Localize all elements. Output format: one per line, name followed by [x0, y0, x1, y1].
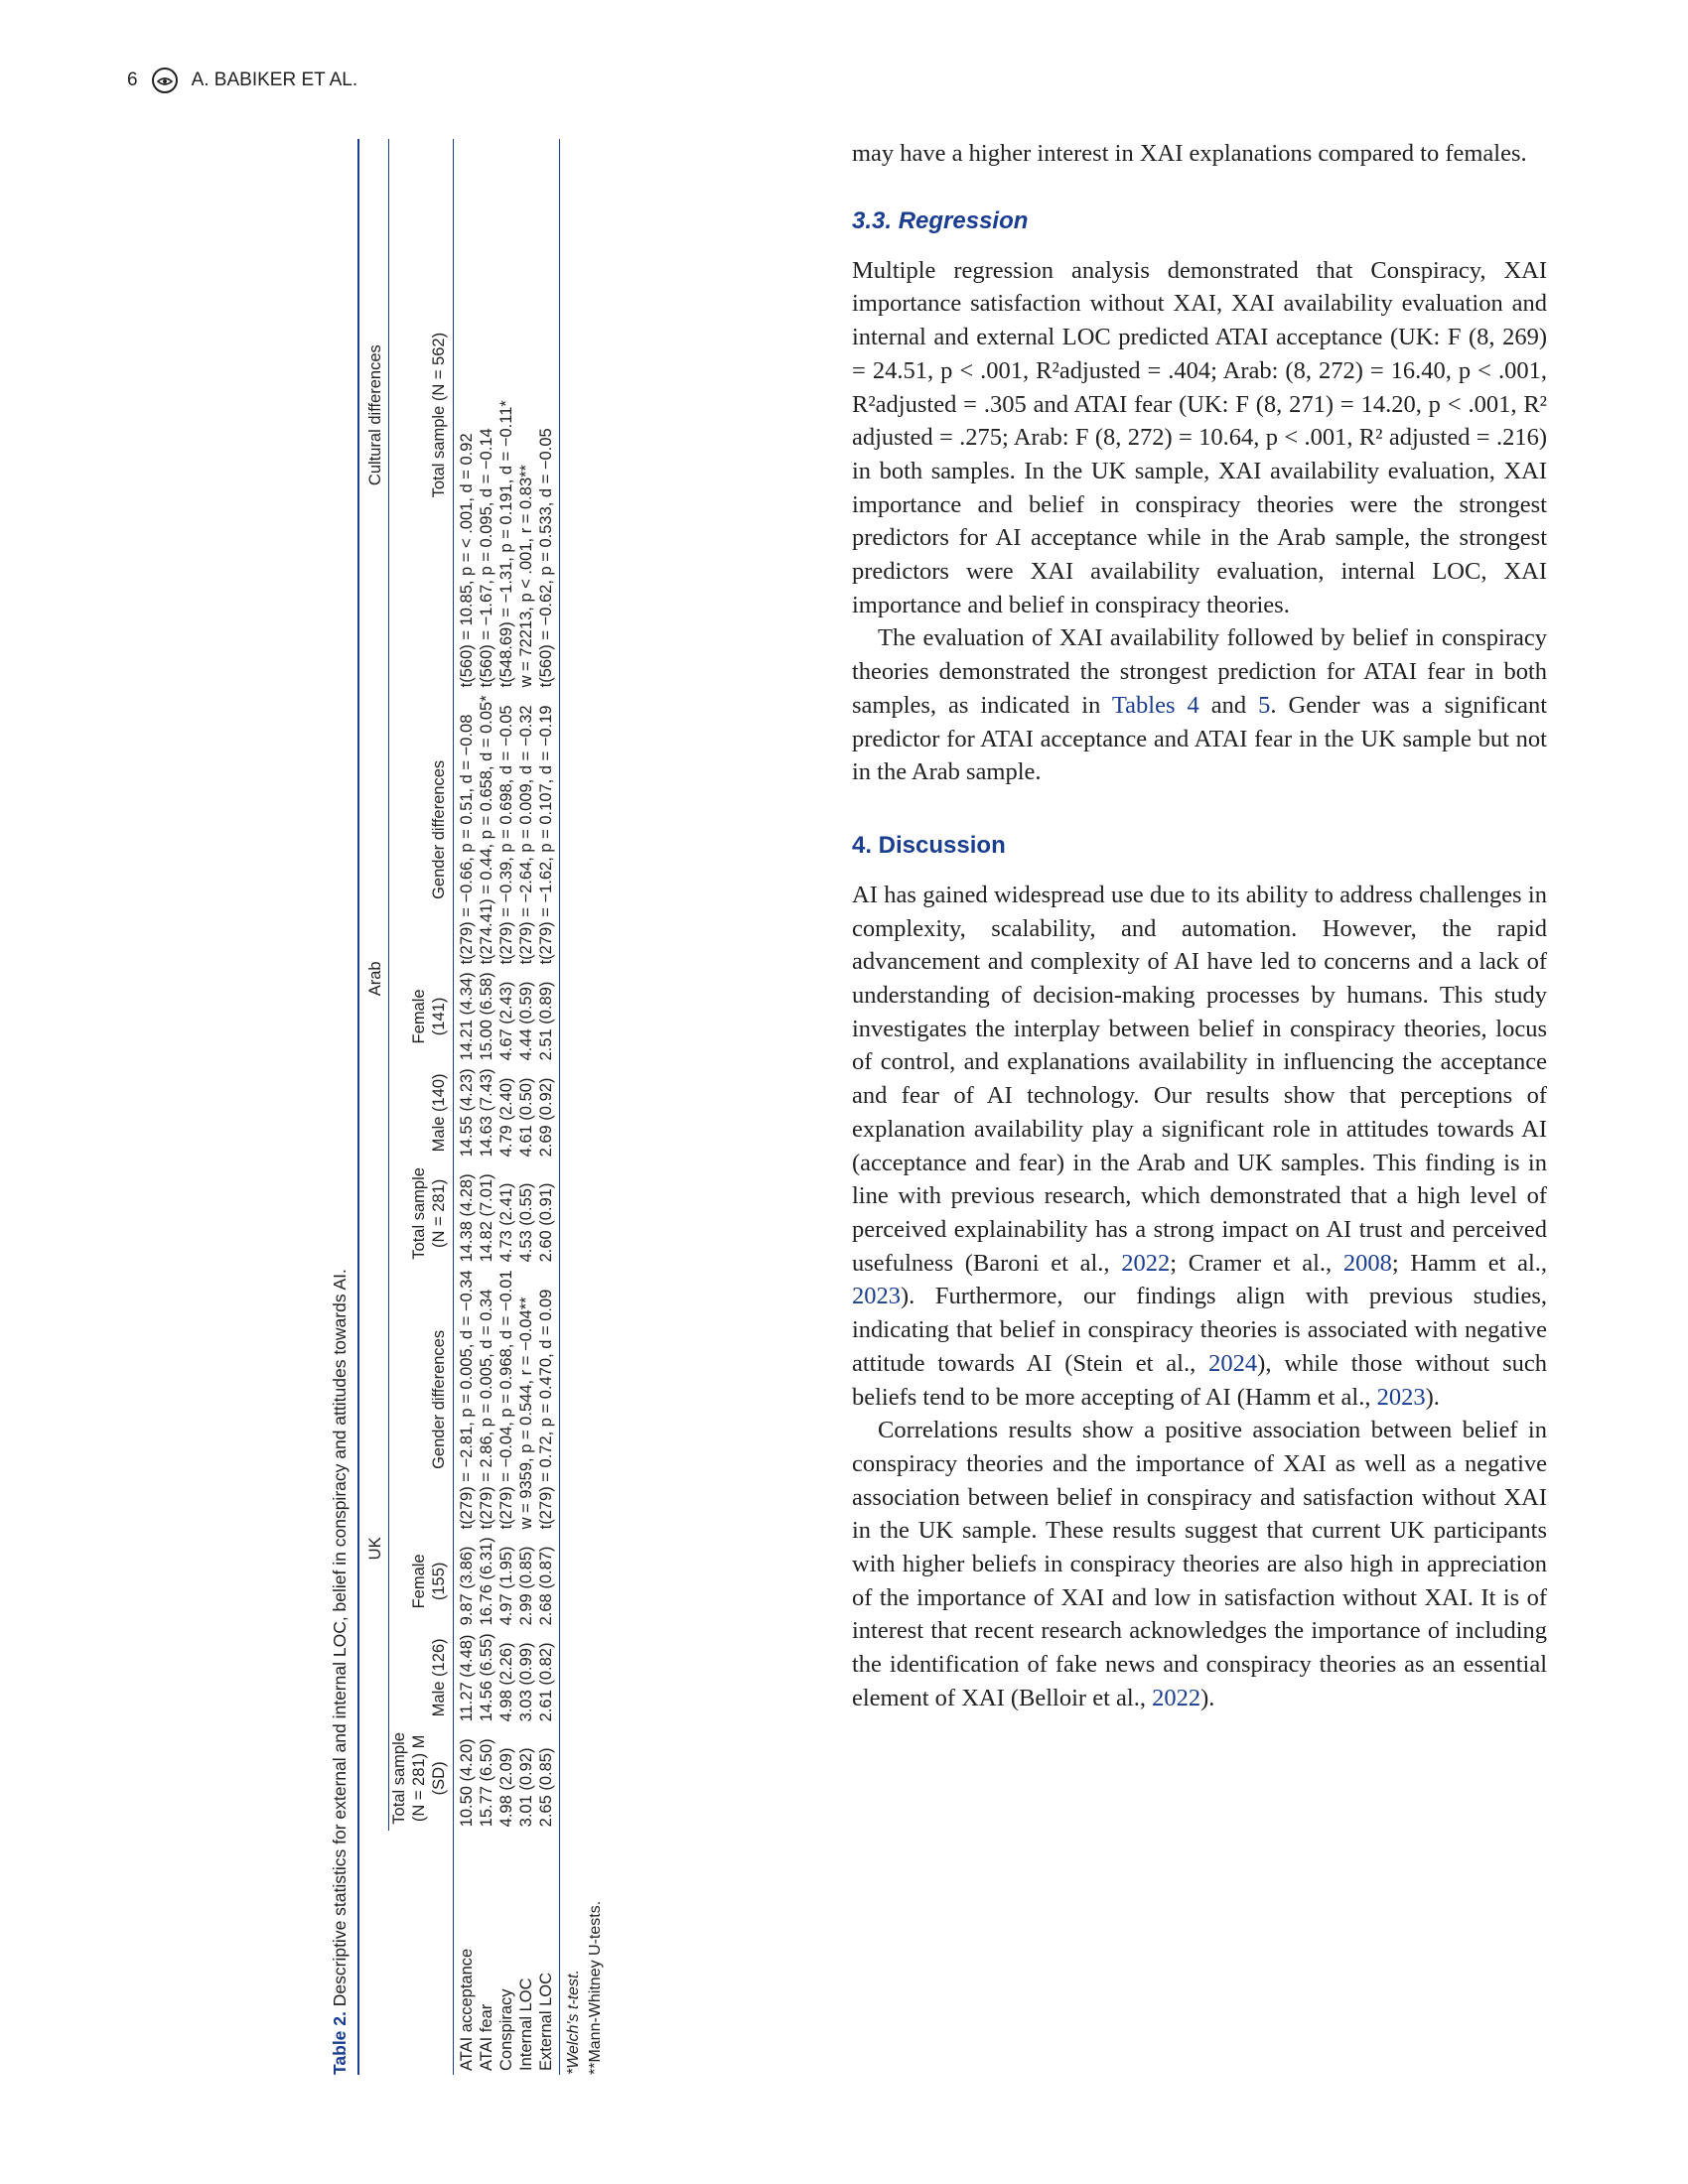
col-uk-male: Male (126) [389, 1629, 454, 1725]
cell: 9.87 (3.86) [458, 1546, 476, 1626]
cell: 14.38 (4.28) [458, 1173, 476, 1263]
col-uk-total: Total sample (N = 281) M (SD) [389, 1725, 454, 1831]
table-body [454, 139, 560, 2075]
paragraph-regression-1: Multiple regression analysis demonstrated that Conspiracy, XAI importance satisfaction without XAI, XAI availability evaluation and internal and external LOC predicted ATAI acceptance (UK: F (8, 269) = 24.51, p < .001, R²adjusted = .404; Arab: (8, 272) = 16.40, p < .001, R²adjusted = .305 and ATAI fear (UK: F (8, 271) = 14.20, p < .001, R² adjusted = .275; Arab: F (8, 272) = 10.64, p < .001, R² adjusted = .216) in both samples. In the UK sample, XAI availability evaluation, XAI importance and belief in conspiracy theories were the strongest predictors for AI acceptance while in the Arab sample, the strongest predictors were XAI availability evaluation, internal LOC, XAI importance and belief in conspiracy theories. [852, 256, 1547, 618]
section-heading-regression [852, 206, 1547, 236]
cell: t(548.69) = −1.31, p = 0.191, d = −0.11* [497, 400, 515, 688]
body-text-column [852, 137, 1547, 1715]
cell: 2.51 (0.89) [536, 968, 560, 1064]
journal-logo-icon [152, 68, 178, 93]
cell: 2.99 (0.85) [517, 1546, 535, 1626]
col-arab-total: Total sample (N = 281) [389, 1160, 454, 1266]
cell: 4.44 (0.59) [517, 981, 535, 1061]
col-arab-gender: Gender differences [389, 691, 454, 968]
cell: 4.73 (2.41) [497, 1182, 515, 1263]
text: ; Cramer et al., [1170, 1249, 1343, 1277]
cell: 15.00 (6.58) [478, 972, 495, 1061]
cell: 10.50 (4.20) [458, 1738, 476, 1828]
citation-link[interactable]: 2023 [852, 1283, 901, 1310]
cell: 14.56 (6.55) [478, 1633, 495, 1722]
table-row [454, 139, 478, 2075]
table-row [477, 139, 496, 2075]
text: ). [1200, 1684, 1215, 1711]
row-label-header [389, 1831, 454, 2075]
cell: 2.69 (0.92) [536, 1064, 560, 1160]
cell: t(274.41) = 0.44, p = 0.658, d = 0.05* [478, 695, 495, 965]
table-row [516, 139, 536, 2075]
section-heading-discussion: 4. Discussion [852, 831, 1006, 859]
cell: t(279) = −0.66, p = 0.51, d = −0.08 [458, 714, 476, 965]
cell: 3.01 (0.92) [517, 1747, 535, 1828]
cell: t(279) = −0.39, p = 0.698, d = −0.05 [497, 705, 515, 965]
paragraph-intro: may have a higher interest in XAI explanations compared to females. [852, 140, 1527, 167]
col-uk-female: Female (155) [389, 1533, 454, 1629]
col-arab-male: Male (140) [389, 1064, 454, 1160]
table-row [496, 139, 516, 2075]
cell: w = 9359, p = 0.544, r = −0.04** [517, 1297, 535, 1530]
table-row [536, 139, 560, 2075]
running-head [127, 68, 357, 93]
cell: t(279) = −1.62, p = 0.107, d = −0.19 [536, 691, 560, 968]
citation-link[interactable]: 2024 [1208, 1349, 1258, 1377]
empty-corner [365, 1831, 389, 2075]
cell: 14.55 (4.23) [458, 1068, 476, 1158]
row-label: Conspiracy [497, 1988, 515, 2071]
cell: 2.61 (0.82) [536, 1629, 560, 1725]
cell: 4.67 (2.43) [497, 981, 515, 1061]
text: AI has gained widespread use due to its ability to address challenges in complexity, scalability, and automation. However, the rapid advancement and complexity of AI have led to concerns and a lack of understanding of decision-making processes by humans. This study investigates the interplay between belief in conspiracy theories, locus of control, and explanations availability in influencing the acceptance and fear of AI technology. Our results show that perceptions of explanation availability play a significant role in attitudes towards AI (acceptance and fear) in the Arab and UK samples. This finding is in line with previous research, which demonstrated that a high level of perceived explainability has a strong impact on AI trust and perceived usefulness (Baroni et al., [852, 881, 1547, 1277]
cell: 4.98 (2.26) [497, 1642, 515, 1722]
running-head-authors: A. BABIKER ET AL. [191, 69, 358, 90]
table-label: Table 2. [330, 2011, 350, 2075]
cell: 11.27 (4.48) [458, 1634, 476, 1722]
cell: t(279) = 2.86, p = 0.005, d = 0.34 [478, 1289, 495, 1530]
cell: t(560) = −0.62, p = 0.533, d = −0.05 [536, 139, 560, 691]
row-label: External LOC [536, 1831, 560, 2075]
table-caption-text: Descriptive statistics for external and internal LOC, belief in conspiracy and attitudes towards AI. [330, 1269, 350, 2007]
cell: 2.68 (0.87) [536, 1533, 560, 1629]
cell: w = 72213, p < .001, r = 0.83** [517, 465, 535, 688]
col-uk-gender: Gender differences [389, 1266, 454, 1533]
text: The evaluation of XAI availability followed by belief in conspiracy theories demonstrated the strongest prediction for ATAI fear in both samples, as indicated in [852, 624, 1547, 719]
table-2 [328, 139, 645, 2075]
note-mann-whitney: **Mann-Whitney U-tests. [587, 1900, 604, 2075]
citation-link[interactable]: 2023 [1376, 1383, 1426, 1411]
table-notes [563, 139, 607, 2075]
paragraph-regression-2 [852, 621, 1547, 789]
cell: 15.77 (6.50) [478, 1738, 495, 1828]
text: . Gender was a significant predictor for ATAI acceptance and ATAI fear in the UK sample but not in the Arab sample. [852, 691, 1548, 786]
cell: t(279) = −2.81, p = 0.005, d = −0.34 [458, 1270, 476, 1530]
link-table-5[interactable]: 5 [1258, 691, 1271, 719]
cell: 2.60 (0.91) [536, 1160, 560, 1266]
descriptive-stats-table [365, 139, 560, 2075]
cell: 14.21 (4.34) [458, 972, 476, 1061]
cell: 14.63 (7.43) [478, 1068, 495, 1158]
cell: t(279) = −2.64, p = 0.009, d = −0.32 [517, 705, 535, 965]
cell: 4.98 (2.09) [497, 1747, 515, 1828]
col-cultural-total: Total sample (N = 562) [389, 139, 454, 691]
row-label: Internal LOC [517, 1978, 535, 2071]
paragraph-discussion-1 [852, 879, 1547, 1414]
text: ), while those without such beliefs tend to be more accepting of AI (Hamm et al., [852, 1349, 1548, 1411]
cell: 4.97 (1.95) [497, 1546, 515, 1626]
group-uk: UK [365, 1266, 389, 1831]
citation-link[interactable]: 2022 [1152, 1684, 1201, 1711]
cell: 16.76 (6.31) [478, 1537, 495, 1626]
cell: t(279) = −0.04, p = 0.968, d = −0.01 [497, 1270, 515, 1530]
table-top-rule [357, 139, 359, 2075]
cell: t(560) = −1.67, p = 0.095, d = −0.14 [478, 428, 495, 688]
text: ). Furthermore, our findings align with previous studies, indicating that belief in conspiracy theories is associated with negative attitude towards AI (Stein et al., [852, 1283, 1547, 1377]
row-label: ATAI acceptance [458, 1948, 476, 2071]
link-tables-4[interactable]: Tables 4 [1111, 691, 1199, 719]
text: Correlations results show a positive association between belief in conspiracy theories and the importance of XAI as well as a negative association between belief in conspiracy and satisfaction without XAI in the UK sample. These results suggest that current UK participants with higher beliefs in conspiracy theories are also high in appreciation of the importance of XAI and low in satisfaction without XAI. It is of interest that recent research acknowledges the importance of including the identification of fake news and conspiracy theories as an essential element of XAI (Belloir et al., [852, 1417, 1547, 1711]
row-label: ATAI fear [478, 2003, 495, 2071]
cell: 4.61 (0.50) [517, 1077, 535, 1158]
text: ). [1425, 1383, 1440, 1411]
cell: 14.82 (7.01) [478, 1173, 495, 1263]
citation-link[interactable]: 2022 [1121, 1249, 1171, 1277]
section-heading-regression-text: 3.3. Regression [852, 206, 1029, 234]
citation-link[interactable]: 2008 [1342, 1249, 1392, 1277]
table-caption [328, 139, 352, 2075]
page-number: 6 [127, 69, 138, 90]
paragraph-discussion-2 [852, 1414, 1547, 1714]
group-arab: Arab [365, 691, 389, 1266]
note-welch: *Welch's t-test. [565, 1970, 582, 2075]
cell: 2.65 (0.85) [536, 1725, 560, 1831]
group-cultural: Cultural differences [365, 139, 389, 691]
text: ; Hamm et al., [1391, 1249, 1547, 1277]
text: and [1198, 691, 1259, 719]
cell: t(560) = 10.85, p = < .001, d = 0.92 [458, 433, 476, 688]
cell: t(279) = 0.72, p = 0.470, d = 0.09 [536, 1266, 560, 1533]
cell: 4.79 (2.40) [497, 1077, 515, 1158]
cell: 3.03 (0.99) [517, 1642, 535, 1722]
cell: 4.53 (0.55) [517, 1182, 535, 1263]
col-arab-female: Female (141) [389, 968, 454, 1064]
